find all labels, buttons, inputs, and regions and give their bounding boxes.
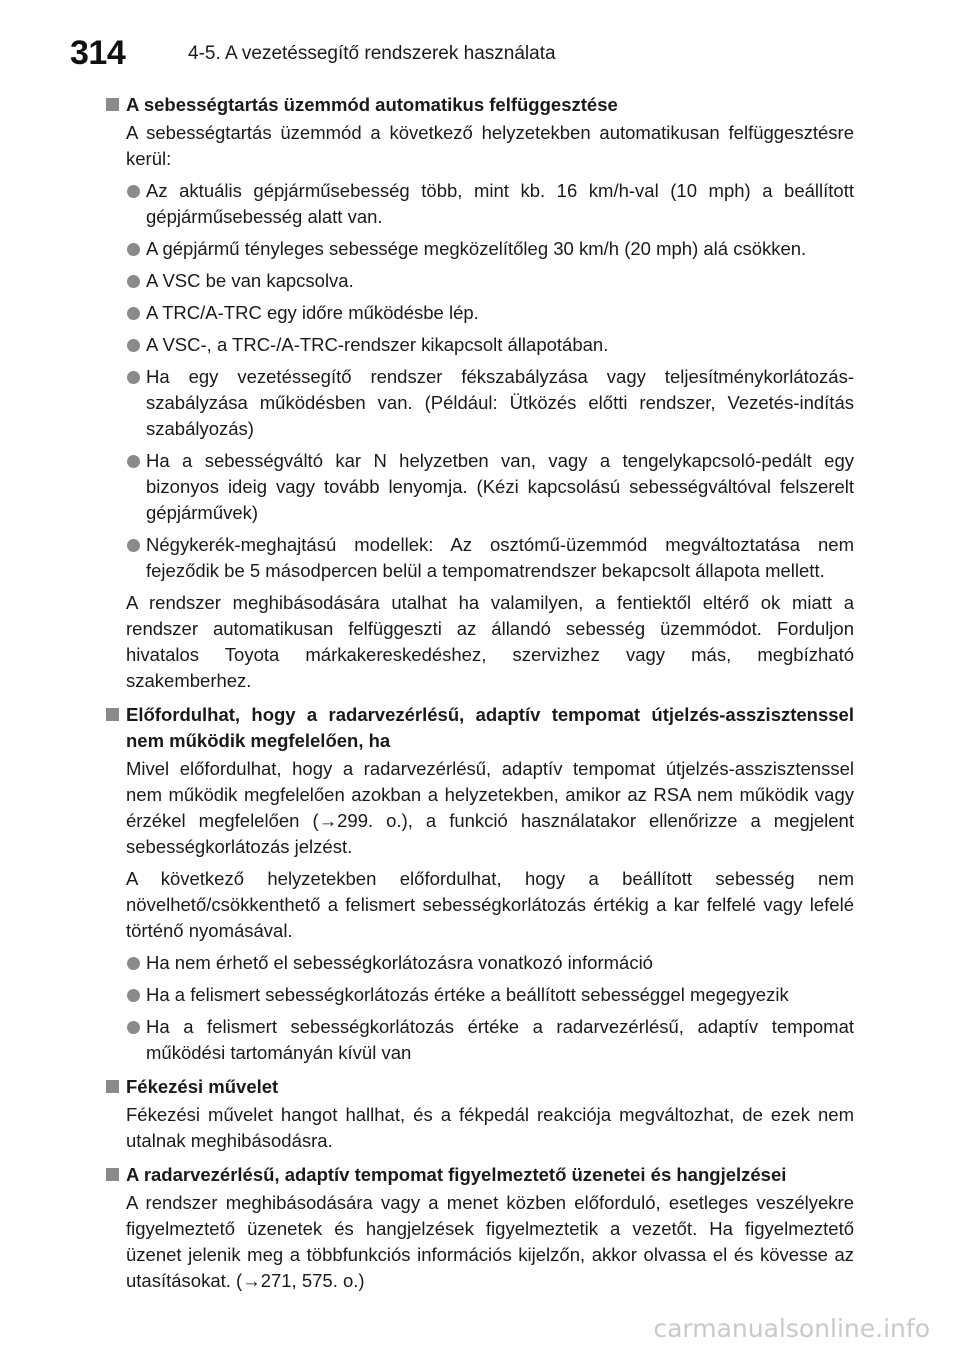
section-heading: [104, 1162, 854, 1188]
section-heading: [104, 92, 854, 118]
bullet-list: [104, 950, 854, 1066]
round-bullet-icon: [127, 185, 140, 198]
list-item: Az aktuális gépjárműsebesség több, mint kb. 16 km/h-val (10 mph) a beállított gépjárműsebesség alatt van.: [126, 178, 854, 230]
page-content: [104, 92, 854, 1302]
list-item: A VSC-, a TRC-/A-TRC-rendszer kikapcsolt állapotában.: [126, 332, 854, 358]
section-heading-text: A radarvezérlésű, adaptív tempomat figyelmeztető üzenetei és hangjelzései: [126, 1164, 787, 1185]
round-bullet-icon: [127, 307, 140, 320]
section-heading: [104, 702, 854, 754]
list-item: Ha a sebességváltó kar N helyzetben van, vagy a tengelykapcsoló-pedált egy bizonyos ideig vagy tovább lenyomja. (Kézi kapcsolású sebességváltóval felszerelt gépjárművek): [126, 448, 854, 526]
section-auto-suspend: [104, 92, 854, 694]
round-bullet-icon: [127, 339, 140, 352]
list-item: Ha a felismert sebességkorlátozás értéke a beállított sebességgel megegyezik: [126, 982, 854, 1008]
paragraph: A rendszer meghibásodására vagy a menet közben előforduló, esetleges veszélyekre figyelmeztető üzenetek és hangjelzések figyelmeztetik a vezetőt. Ha figyelmeztető üzenet jelenik meg a többfunkciós információs kijelzőn, akkor olvassa el és kövesse az utasításokat. (→271, 575. o.): [126, 1192, 854, 1291]
list-item: Ha egy vezetéssegítő rendszer fékszabályzása vagy teljesítménykorlátozás-szabályzása működésben van. (Például: Ütközés előtti rendszer, Vezetés-indítás szabályozás): [126, 364, 854, 442]
paragraph: A sebességtartás üzemmód a következő helyzetekben automatikusan felfüggesztésre kerül:: [126, 122, 854, 169]
section-braking: [104, 1074, 854, 1154]
square-bullet-icon: [106, 708, 119, 721]
round-bullet-icon: [127, 455, 140, 468]
round-bullet-icon: [127, 957, 140, 970]
bullet-list: [104, 178, 854, 584]
paragraph: A rendszer meghibásodására utalhat ha valamilyen, a fentiektől eltérő ok miatt a rendszer automatikusan felfüggeszti az állandó sebesség üzemmódot. Forduljon hivatalos Toyota márkakereskedéshez, szervizhez vagy más, megbízható szakemberhez.: [126, 592, 854, 691]
section-heading-text: Előfordulhat, hogy a radarvezérlésű, adaptív tempomat útjelzés-asszisztenssel nem működik megfelelően, ha: [126, 704, 854, 751]
section-heading: [104, 1074, 854, 1100]
paragraph: A következő helyzetekben előfordulhat, hogy a beállított sebesség nem növelhető/csökkenthető a felismert sebességkorlátozás értékig a kar felfelé vagy lefelé történő nyomásával.: [126, 868, 854, 941]
section-heading-text: Fékezési művelet: [126, 1076, 279, 1097]
page-header: [70, 34, 950, 74]
section-heading-text: A sebességtartás üzemmód automatikus felfüggesztése: [126, 94, 618, 115]
list-item: Négykerék-meghajtású modellek: Az osztómű-üzemmód megváltoztatása nem fejeződik be 5 másodpercen belül a tempomatrendszer bekapcsolt állapota mellett.: [126, 532, 854, 584]
list-item: A TRC/A-TRC egy időre működésbe lép.: [126, 300, 854, 326]
round-bullet-icon: [127, 539, 140, 552]
square-bullet-icon: [106, 1168, 119, 1181]
round-bullet-icon: [127, 275, 140, 288]
round-bullet-icon: [127, 371, 140, 384]
paragraph: Mivel előfordulhat, hogy a radarvezérlésű, adaptív tempomat útjelzés-asszisztenssel nem működik megfelelően azokban a helyzetekben, amikor az RSA nem működik vagy érzékel megfelelően (→299. o.), a funkció használatakor ellenőrizze a megjelent sebességkorlátozás jelzést.: [126, 758, 854, 857]
list-item: A gépjármű tényleges sebessége megközelítőleg 30 km/h (20 mph) alá csökken.: [126, 236, 854, 262]
list-item: Ha a felismert sebességkorlátozás értéke a radarvezérlésű, adaptív tempomat működési tartományán kívül van: [126, 1014, 854, 1066]
page-number: 314: [70, 34, 126, 72]
square-bullet-icon: [106, 98, 119, 111]
list-item: A VSC be van kapcsolva.: [126, 268, 854, 294]
round-bullet-icon: [127, 989, 140, 1002]
watermark: carmanualsonline.info: [653, 1314, 930, 1343]
chapter-title: 4-5. A vezetéssegítő rendszerek használata: [188, 43, 556, 64]
section-warnings: [104, 1162, 854, 1294]
section-rsa: [104, 702, 854, 1066]
round-bullet-icon: [127, 243, 140, 256]
round-bullet-icon: [127, 1021, 140, 1034]
list-item: Ha nem érhető el sebességkorlátozásra vonatkozó információ: [126, 950, 854, 976]
paragraph: Fékezési művelet hangot hallhat, és a fékpedál reakciója megváltozhat, de ezek nem utalnak meghibásodásra.: [126, 1104, 854, 1151]
square-bullet-icon: [106, 1080, 119, 1093]
